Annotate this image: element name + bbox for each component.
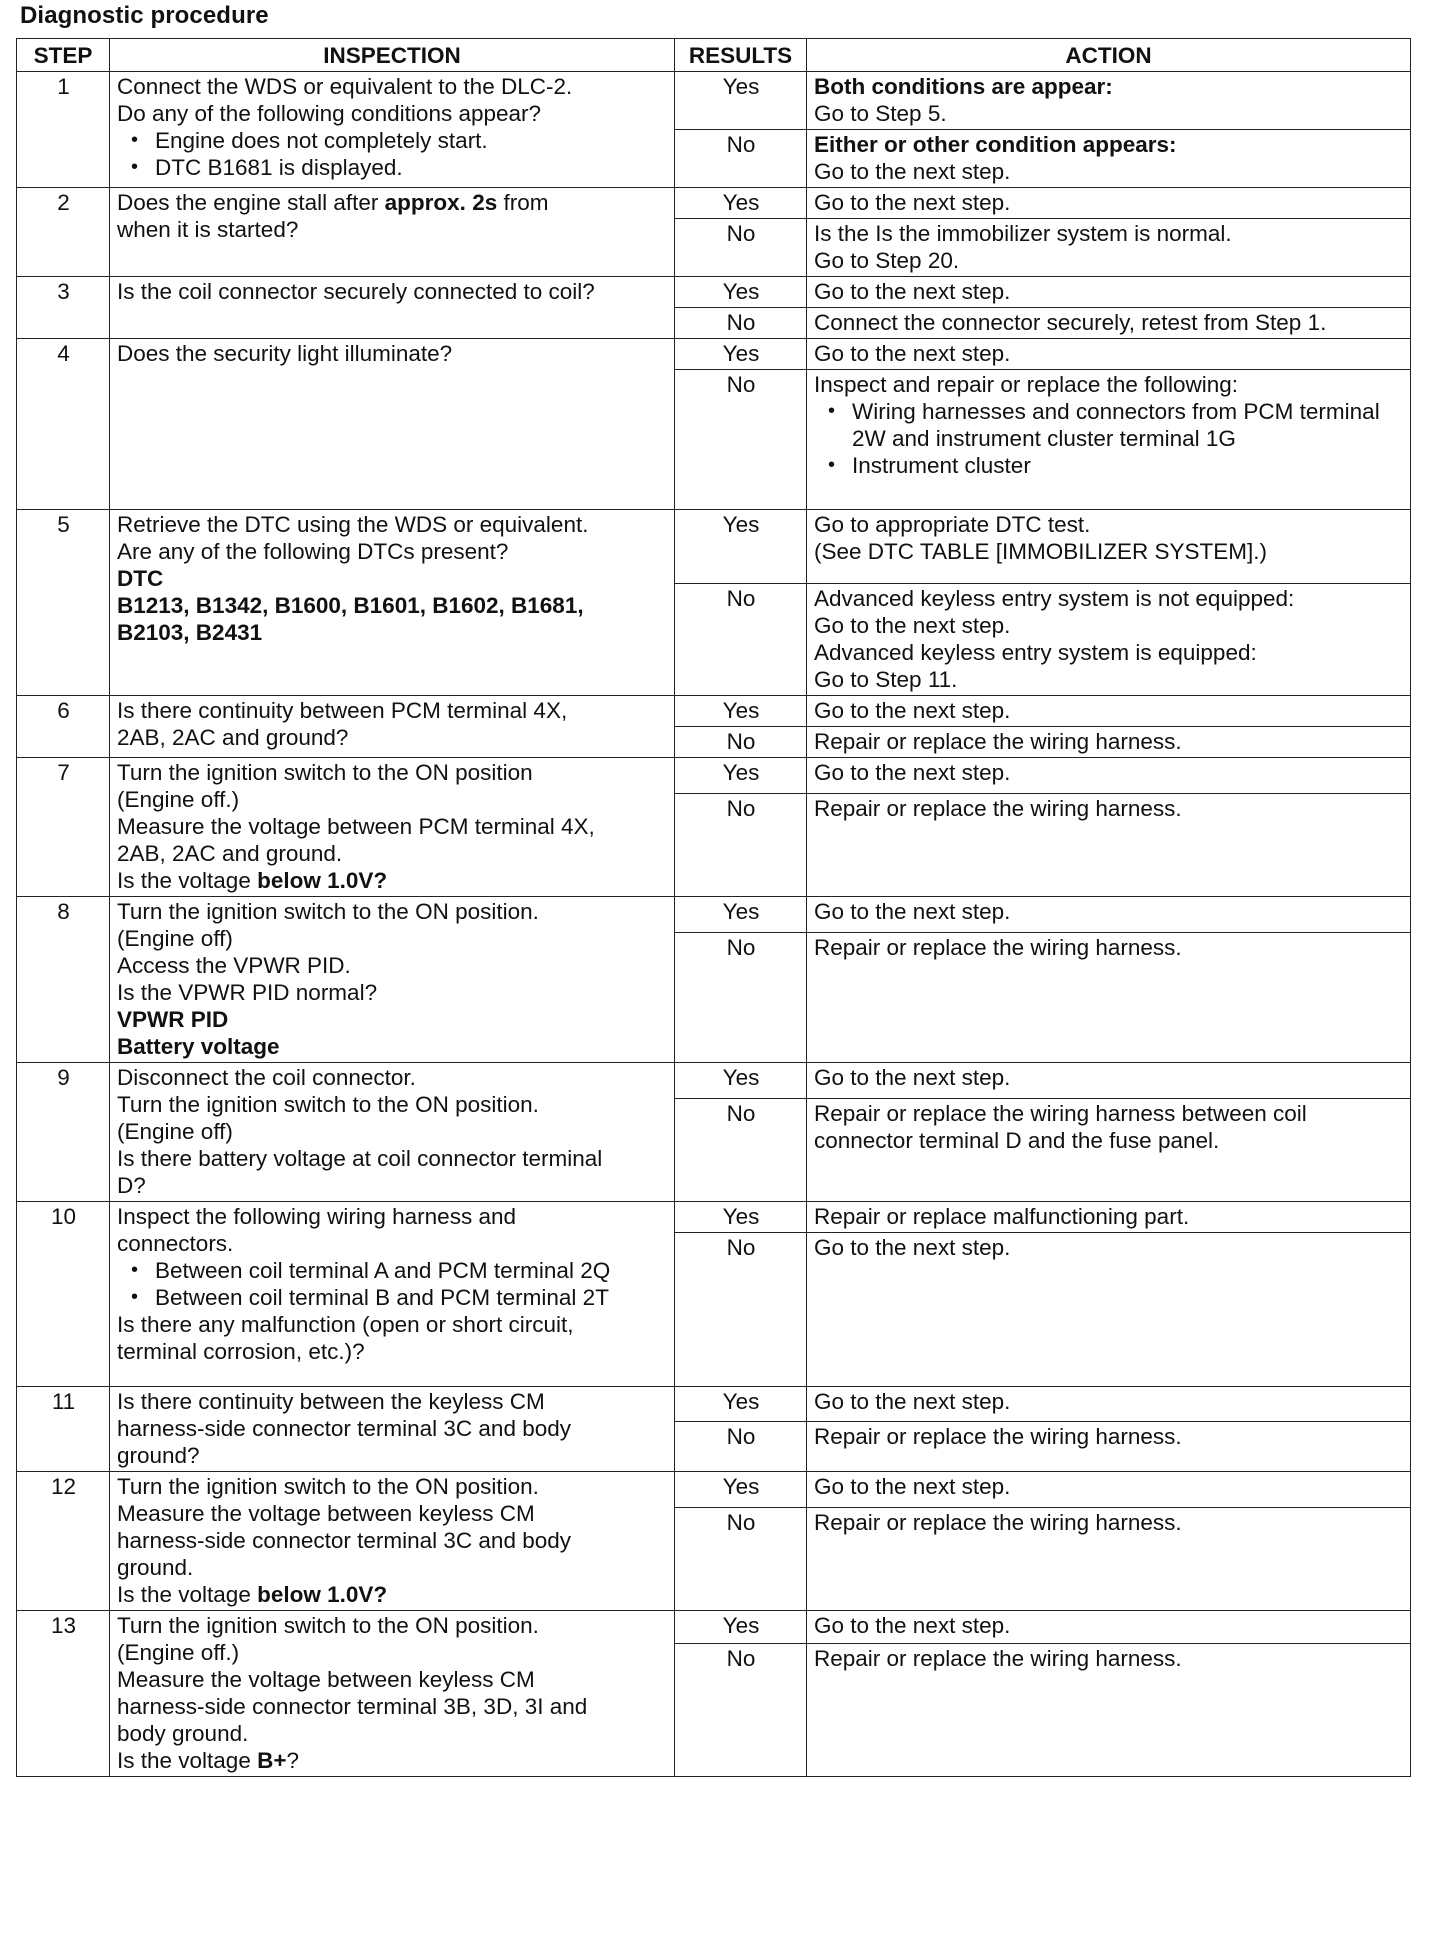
result-label: Yes xyxy=(675,696,807,727)
action-line: Repair or replace the wiring harness. xyxy=(814,795,1182,821)
inspection-text-part: below 1.0V? xyxy=(257,868,388,893)
action-line: (See DTC TABLE [IMMOBILIZER SYSTEM].) xyxy=(814,539,1267,564)
inspection-line: B1213, B1342, B1600, B1601, B1602, B1681, xyxy=(117,593,584,618)
action-cell xyxy=(807,696,1411,727)
action-cell xyxy=(807,339,1411,370)
action-line: Connect the connector securely, retest from Step 1. xyxy=(814,310,1327,335)
table-row xyxy=(17,1387,1411,1422)
action-line: Is the Is the immobilizer system is normal. xyxy=(814,221,1232,246)
inspection-line: ground. xyxy=(117,1555,194,1580)
inspection-line: ground? xyxy=(117,1443,200,1468)
action-line: Go to the next step. xyxy=(814,1613,1011,1638)
action-cell xyxy=(807,1063,1411,1099)
action-line: Repair or replace the wiring harness between coil xyxy=(814,1101,1307,1127)
action-cell xyxy=(807,1099,1411,1202)
inspection-line: Does the security light illuminate? xyxy=(117,341,453,366)
step-number: 13 xyxy=(17,1611,110,1777)
action-line: Go to the next step. xyxy=(814,190,1011,215)
inspection-line: Is there battery voltage at coil connector terminal xyxy=(117,1146,603,1171)
action-cell xyxy=(807,933,1411,1063)
inspection-text-part: Is the voltage xyxy=(117,868,258,893)
inspection-line: harness-side connector terminal 3C and body xyxy=(117,1416,571,1441)
table-row xyxy=(17,277,1411,308)
inspection-line: • Between coil terminal A and PCM terminal 2Q xyxy=(155,1257,668,1284)
action-cell xyxy=(807,727,1411,758)
action-line: Repair or replace the wiring harness. xyxy=(814,935,1182,961)
step-number: 1 xyxy=(17,72,110,188)
inspection-cell xyxy=(110,277,675,339)
table-row xyxy=(17,188,1411,219)
inspection-line: • Engine does not completely start. xyxy=(155,127,668,154)
inspection-line: D? xyxy=(117,1173,146,1198)
inspection-text-part: from xyxy=(497,190,549,215)
result-label: No xyxy=(675,584,807,696)
inspection-line: Do any of the following conditions appear? xyxy=(117,101,542,126)
inspection-line: • Between coil terminal B and PCM terminal 2T xyxy=(155,1284,668,1311)
inspection-line: harness-side connector terminal 3C and body xyxy=(117,1528,571,1553)
action-cell xyxy=(807,308,1411,339)
result-label: No xyxy=(675,1421,807,1471)
inspection-line: Measure the voltage between keyless CM xyxy=(117,1667,535,1692)
inspection-cell xyxy=(110,1387,675,1472)
inspection-line: Is the coil connector securely connected to coil? xyxy=(117,279,595,304)
action-line: Go to the next step. xyxy=(814,899,1011,924)
action-line: Go to the next step. xyxy=(814,1474,1011,1499)
table-row xyxy=(17,897,1411,933)
result-label: Yes xyxy=(675,188,807,219)
table-row xyxy=(17,1202,1411,1233)
inspection-cell xyxy=(110,696,675,758)
action-cell xyxy=(807,897,1411,933)
inspection-line: (Engine off.) xyxy=(117,787,240,812)
inspection-cell xyxy=(110,1472,675,1611)
inspection-line: when it is started? xyxy=(117,217,299,242)
inspection-line xyxy=(117,867,668,894)
action-line: Go to the next step. xyxy=(814,279,1011,304)
action-cell xyxy=(807,370,1411,510)
result-label: No xyxy=(675,370,807,510)
action-line: Go to the next step. xyxy=(814,1235,1011,1260)
inspection-cell xyxy=(110,1063,675,1202)
action-cell xyxy=(807,1611,1411,1644)
result-label: Yes xyxy=(675,1611,807,1644)
table-row xyxy=(17,1611,1411,1644)
action-cell xyxy=(807,1387,1411,1422)
action-line: Go to the next step. xyxy=(814,760,1011,785)
action-line: Go to Step 5. xyxy=(814,101,947,126)
header-inspection: INSPECTION xyxy=(110,39,675,72)
step-number: 10 xyxy=(17,1202,110,1387)
action-cell xyxy=(807,584,1411,696)
inspection-line: Is there continuity between PCM terminal 4X, xyxy=(117,698,568,723)
page-title: Diagnostic procedure xyxy=(20,2,269,29)
result-label: Yes xyxy=(675,510,807,584)
step-number: 6 xyxy=(17,696,110,758)
inspection-text-part: ? xyxy=(286,1748,299,1773)
result-label: Yes xyxy=(675,1472,807,1508)
action-cell xyxy=(807,1472,1411,1508)
result-label: No xyxy=(675,1507,807,1610)
table-row xyxy=(17,339,1411,370)
inspection-cell xyxy=(110,758,675,897)
action-line: Go to Step 11. xyxy=(814,667,958,692)
action-cell xyxy=(807,219,1411,277)
diagnostic-procedure-table xyxy=(16,38,1411,1777)
result-label: No xyxy=(675,1233,807,1387)
action-cell xyxy=(807,277,1411,308)
action-cell xyxy=(807,1233,1411,1387)
table-row xyxy=(17,758,1411,794)
inspection-line: Is the VPWR PID normal? xyxy=(117,980,378,1005)
inspection-line: Connect the WDS or equivalent to the DLC-2. xyxy=(117,74,573,99)
action-line: Repair or replace the wiring harness. xyxy=(814,1423,1182,1449)
result-label: No xyxy=(675,933,807,1063)
inspection-line: Inspect the following wiring harness and xyxy=(117,1204,516,1229)
result-label: Yes xyxy=(675,1387,807,1422)
action-cell xyxy=(807,1643,1411,1776)
step-number: 9 xyxy=(17,1063,110,1202)
inspection-line: Is there continuity between the keyless CM xyxy=(117,1389,545,1414)
inspection-text-part: Is the voltage xyxy=(117,1748,258,1773)
inspection-line xyxy=(117,1747,668,1774)
inspection-line: Access the VPWR PID. xyxy=(117,953,351,978)
result-label: Yes xyxy=(675,897,807,933)
inspection-line: Battery voltage xyxy=(117,1034,280,1059)
inspection-line: Turn the ignition switch to the ON position. xyxy=(117,1092,539,1117)
result-label: Yes xyxy=(675,758,807,794)
header-action: ACTION xyxy=(807,39,1411,72)
inspection-line: Turn the ignition switch to the ON position. xyxy=(117,1474,539,1499)
step-number: 3 xyxy=(17,277,110,339)
action-line: Go to the next step. xyxy=(814,159,1011,184)
result-label: Yes xyxy=(675,339,807,370)
step-number: 4 xyxy=(17,339,110,510)
inspection-text-part: approx. 2s xyxy=(384,190,498,215)
action-line: Go to the next step. xyxy=(814,698,1011,723)
action-cell xyxy=(807,1202,1411,1233)
table-row xyxy=(17,72,1411,130)
inspection-line: Measure the voltage between keyless CM xyxy=(117,1501,535,1526)
result-label: No xyxy=(675,727,807,758)
inspection-line: terminal corrosion, etc.)? xyxy=(117,1339,365,1364)
action-line: Go to Step 20. xyxy=(814,248,960,273)
inspection-line: (Engine off) xyxy=(117,1119,233,1144)
inspection-cell xyxy=(110,1202,675,1387)
action-cell xyxy=(807,1507,1411,1610)
step-number: 8 xyxy=(17,897,110,1063)
action-line: Repair or replace the wiring harness. xyxy=(814,1509,1182,1535)
header-step: STEP xyxy=(17,39,110,72)
result-label: Yes xyxy=(675,1202,807,1233)
inspection-text-part: Is the voltage xyxy=(117,1582,258,1607)
inspection-line: (Engine off) xyxy=(117,926,233,951)
action-line: Go to the next step. xyxy=(814,1065,1011,1090)
step-number: 7 xyxy=(17,758,110,897)
inspection-line: 2AB, 2AC and ground. xyxy=(117,841,343,866)
inspection-cell xyxy=(110,339,675,510)
inspection-line: Disconnect the coil connector. xyxy=(117,1065,416,1090)
action-cell xyxy=(807,1421,1411,1471)
inspection-line: Is there any malfunction (open or short circuit, xyxy=(117,1312,574,1337)
action-bullet-list xyxy=(814,398,1404,479)
inspection-text-part: B+ xyxy=(257,1748,287,1773)
action-line: • Instrument cluster xyxy=(852,452,1404,479)
result-label: No xyxy=(675,219,807,277)
action-line: Go to the next step. xyxy=(814,1389,1011,1414)
inspection-line: body ground. xyxy=(117,1721,249,1746)
action-cell xyxy=(807,758,1411,794)
inspection-line: Turn the ignition switch to the ON position xyxy=(117,760,533,785)
inspection-line: harness-side connector terminal 3B, 3D, 3I and xyxy=(117,1694,588,1719)
action-line: Both conditions are appear: xyxy=(814,74,1113,99)
action-cell xyxy=(807,510,1411,584)
result-label: No xyxy=(675,1643,807,1776)
result-label: No xyxy=(675,793,807,896)
action-line: Inspect and repair or replace the following: xyxy=(814,372,1238,397)
inspection-cell xyxy=(110,72,675,188)
step-number: 12 xyxy=(17,1472,110,1611)
inspection-line: Turn the ignition switch to the ON position. xyxy=(117,1613,539,1638)
action-cell xyxy=(807,793,1411,896)
inspection-cell xyxy=(110,510,675,696)
action-cell xyxy=(807,72,1411,130)
inspection-line xyxy=(117,189,668,216)
inspection-line: Are any of the following DTCs present? xyxy=(117,539,509,564)
action-line: • Wiring harnesses and connectors from PCM terminal 2W and instrument cluster terminal 1G xyxy=(852,398,1404,452)
table-row xyxy=(17,1063,1411,1099)
inspection-cell xyxy=(110,1611,675,1777)
step-number: 2 xyxy=(17,188,110,277)
inspection-text-part: below 1.0V? xyxy=(257,1582,388,1607)
inspection-text-part: Does the engine stall after xyxy=(117,190,385,215)
result-label: No xyxy=(675,1099,807,1202)
action-line: Advanced keyless entry system is equipped: xyxy=(814,640,1257,665)
inspection-bullet-list xyxy=(117,127,668,181)
action-line: Repair or replace malfunctioning part. xyxy=(814,1204,1190,1229)
inspection-line: (Engine off.) xyxy=(117,1640,240,1665)
action-line: Go to appropriate DTC test. xyxy=(814,512,1091,537)
inspection-line: Turn the ignition switch to the ON position. xyxy=(117,899,539,924)
inspection-line: connectors. xyxy=(117,1231,234,1256)
action-line: Advanced keyless entry system is not equipped: xyxy=(814,586,1295,611)
action-line: Either or other condition appears: xyxy=(814,132,1177,157)
table-row xyxy=(17,510,1411,584)
result-label: No xyxy=(675,130,807,188)
header-results: RESULTS xyxy=(675,39,807,72)
action-cell xyxy=(807,130,1411,188)
inspection-bullet-list xyxy=(117,1257,668,1311)
table-row xyxy=(17,1472,1411,1508)
step-number: 5 xyxy=(17,510,110,696)
inspection-line: B2103, B2431 xyxy=(117,620,263,645)
inspection-line xyxy=(117,1581,668,1608)
inspection-line: DTC xyxy=(117,566,164,591)
action-line: Repair or replace the wiring harness. xyxy=(814,1645,1182,1671)
inspection-line: • DTC B1681 is displayed. xyxy=(155,154,668,181)
inspection-line: 2AB, 2AC and ground? xyxy=(117,725,349,750)
table-row xyxy=(17,696,1411,727)
action-cell xyxy=(807,188,1411,219)
result-label: Yes xyxy=(675,72,807,130)
inspection-cell xyxy=(110,188,675,277)
inspection-line: VPWR PID xyxy=(117,1007,229,1032)
action-line: Go to the next step. xyxy=(814,341,1011,366)
inspection-line: Measure the voltage between PCM terminal 4X, xyxy=(117,814,595,839)
action-line: Repair or replace the wiring harness. xyxy=(814,729,1182,754)
result-label: No xyxy=(675,308,807,339)
result-label: Yes xyxy=(675,1063,807,1099)
result-label: Yes xyxy=(675,277,807,308)
table-body xyxy=(17,72,1411,1777)
action-line: connector terminal D and the fuse panel. xyxy=(814,1128,1220,1154)
step-number: 11 xyxy=(17,1387,110,1472)
header-row xyxy=(17,39,1411,72)
inspection-line: Retrieve the DTC using the WDS or equivalent. xyxy=(117,512,589,537)
inspection-cell xyxy=(110,897,675,1063)
action-line: Go to the next step. xyxy=(814,613,1011,638)
